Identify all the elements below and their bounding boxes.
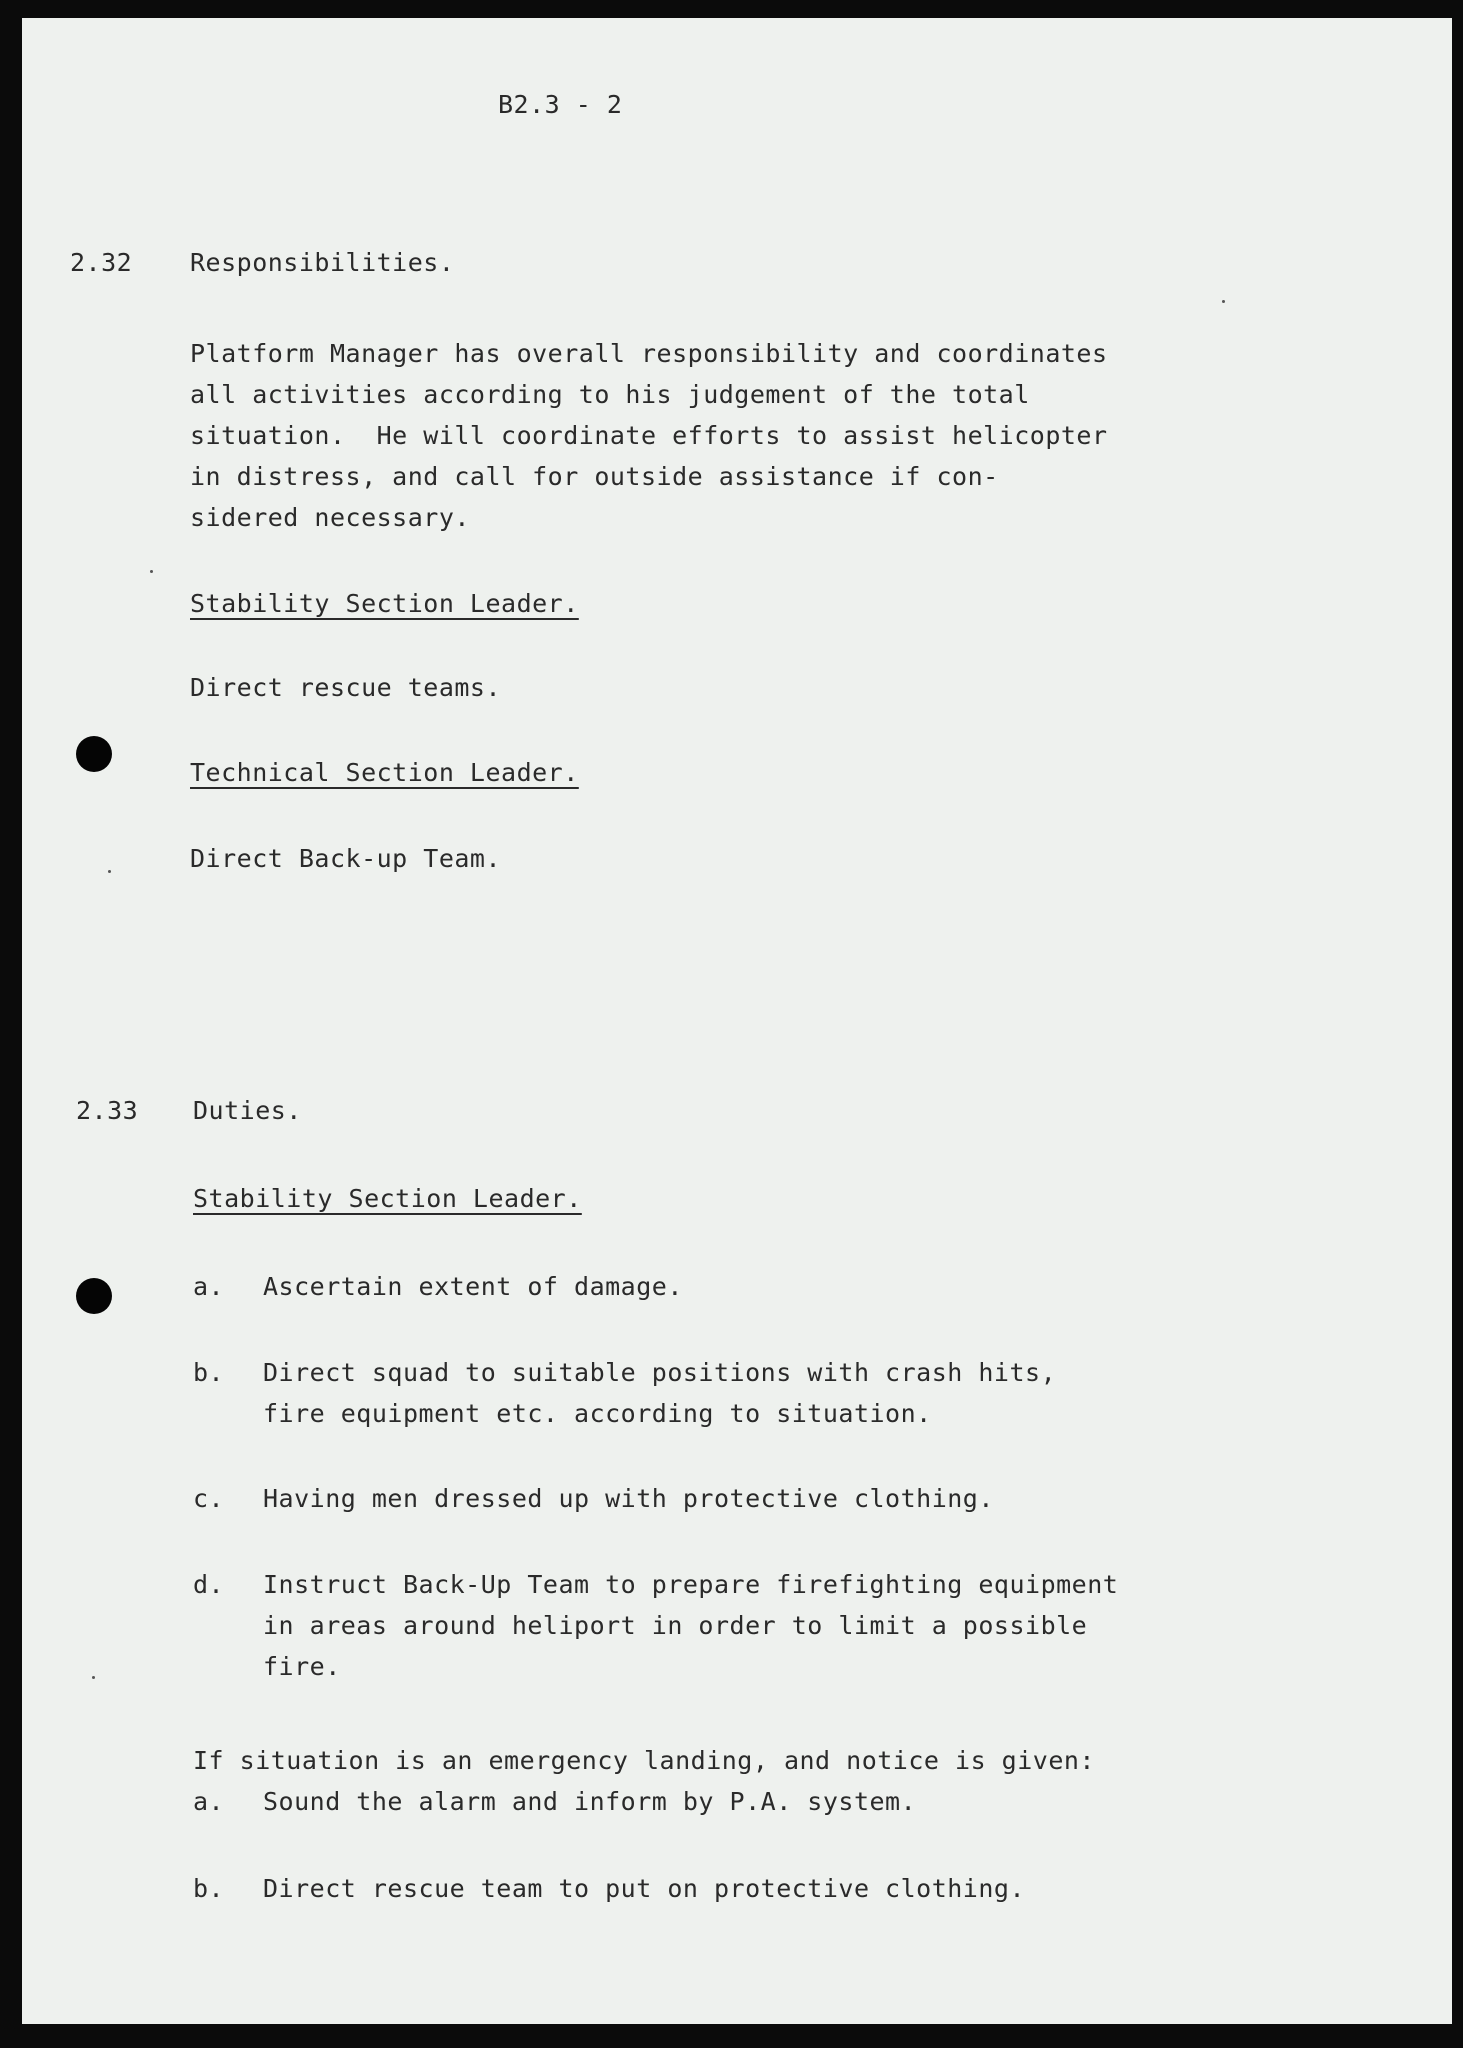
technical-text: Direct Back-up Team. [190,844,502,873]
section-number-2-33: 2.33 [76,1096,139,1125]
stability-text: Direct rescue teams. [190,673,502,702]
section-title-duties: Duties. [193,1096,302,1125]
para-line: situation. He will coordinate efforts to assist helicopter [190,421,1108,450]
item-line: in areas around heliport in order to limit a possible [263,1611,1088,1640]
emergency-item-line: Direct rescue team to put on protective clothing. [263,1874,1026,1903]
emergency-item-letter: b. [193,1874,225,1903]
item-letter: a. [193,1272,225,1301]
item-letter: d. [193,1570,225,1599]
para-line: Platform Manager has overall responsibility and coordinates [190,339,1108,368]
item-letter: b. [193,1358,225,1387]
punch-hole [76,1278,112,1314]
para-line: in distress, and call for outside assistance if con- [190,462,999,491]
document-page [22,18,1452,2024]
heading-stability-section-leader: Stability Section Leader. [190,589,579,618]
emergency-item-line: Sound the alarm and inform by P.A. system. [263,1787,917,1816]
item-line: Direct squad to suitable positions with crash hits, [263,1358,1057,1387]
item-line: Having men dressed up with protective clothing. [263,1484,994,1513]
scan-speck [1222,300,1225,303]
item-line: fire equipment etc. according to situation. [263,1399,932,1428]
item-letter: c. [193,1484,225,1513]
emergency-intro: If situation is an emergency landing, and notice is given: [193,1746,1095,1775]
item-line: fire. [263,1652,341,1681]
para-line: sidered necessary. [190,503,470,532]
item-line: Instruct Back-Up Team to prepare firefighting equipment [263,1570,1119,1599]
scan-speck [108,870,111,873]
page-header: B2.3 - 2 [498,90,623,119]
para-line: all activities according to his judgement of the total [190,380,1030,409]
heading-stability-section-leader-duties: Stability Section Leader. [193,1184,582,1213]
section-title-responsibilities: Responsibilities. [190,248,455,277]
scan-speck [150,570,153,573]
item-line: Ascertain extent of damage. [263,1272,683,1301]
punch-hole [76,736,112,772]
section-number-2-32: 2.32 [70,248,133,277]
scan-speck [92,1676,95,1679]
heading-technical-section-leader: Technical Section Leader. [190,758,579,787]
emergency-item-letter: a. [193,1787,225,1816]
